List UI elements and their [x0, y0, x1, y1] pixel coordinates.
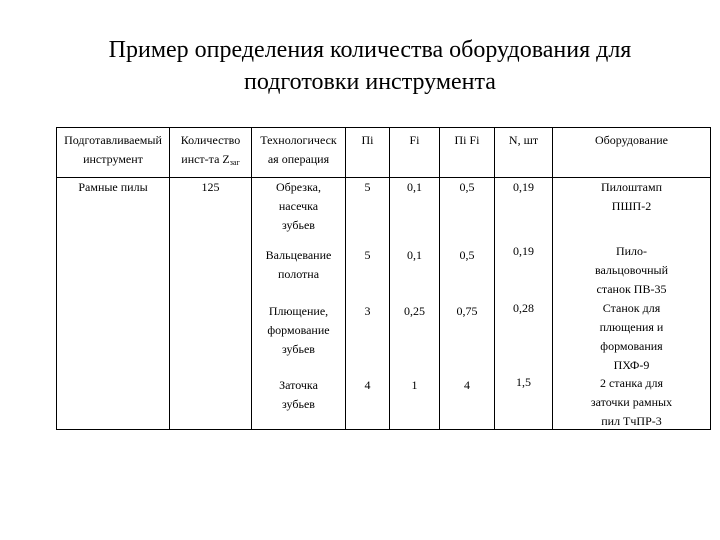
- body-row: [57, 178, 711, 430]
- header-row: [57, 128, 711, 178]
- equipment-3: [553, 299, 710, 375]
- fi-value-2: 0,1: [407, 248, 422, 262]
- header-tool-line2: инструмент: [83, 152, 143, 166]
- equipment-1: [553, 178, 710, 216]
- operation-1-line2: насечка: [278, 199, 319, 213]
- pifi-value-3: 0,75: [456, 304, 478, 318]
- count-cell: [170, 178, 252, 430]
- operation-3: [252, 302, 345, 359]
- pifi-cell: [440, 178, 495, 430]
- fi-cell: [390, 178, 440, 430]
- operation-2: [252, 246, 345, 284]
- title-line-2: подготовки инструмента: [244, 69, 496, 95]
- header-equipment: Оборудование: [553, 128, 711, 178]
- pifi-value-2: 0,5: [459, 248, 475, 262]
- tool-value: Рамные пилы: [78, 180, 148, 194]
- fi-value-1: 0,1: [407, 180, 422, 194]
- operation-3-line3: зубьев: [282, 342, 315, 356]
- header-count-line2: [170, 150, 251, 172]
- pifi-value-1: 0,5: [459, 180, 475, 194]
- equipment-2-line3: станок ПВ-35: [596, 282, 667, 296]
- operation-2-line2: полотна: [277, 267, 320, 281]
- equipment-table: [56, 127, 711, 430]
- header-fi: Fi: [390, 128, 440, 178]
- pi-cell: [346, 178, 390, 430]
- operation-1: [252, 178, 345, 235]
- tool-cell: [57, 178, 170, 430]
- equipment-2: [553, 242, 710, 299]
- equipment-3-line4: ПХФ-9: [613, 358, 650, 372]
- header-n: N, шт: [495, 128, 553, 178]
- header-pi: Пi: [346, 128, 390, 178]
- equipment-2-line1: Пило-: [615, 244, 648, 258]
- equipment-cell: [553, 178, 711, 430]
- operation-3-line2: формование: [267, 323, 330, 337]
- n-value-3: 0,28: [513, 301, 534, 315]
- pi-value-4: 4: [364, 378, 371, 392]
- equipment-3-line1: Станок для: [602, 301, 661, 315]
- count-value: 125: [201, 180, 220, 194]
- header-tool-line1: Подготавливаемый: [64, 133, 162, 147]
- header-operation-line2: ая операция: [267, 152, 330, 166]
- n-cell: [495, 178, 553, 430]
- operation-4-line2: зубьев: [282, 397, 315, 411]
- title-line-1: Пример определения количества оборудования для: [108, 37, 632, 63]
- pifi-value-4: 4: [464, 378, 470, 392]
- fi-value-3: 0,25: [404, 304, 425, 318]
- header-count-line1: Количество: [180, 133, 241, 147]
- equipment-4: [553, 374, 710, 431]
- pi-value-3: 3: [364, 304, 371, 318]
- equipment-2-line2: вальцовочный: [594, 263, 669, 277]
- header-count: [170, 128, 252, 178]
- n-value-1: 0,19: [513, 180, 534, 194]
- equipment-4-line2: заточки рамных: [590, 395, 673, 409]
- pi-value-1: 5: [364, 180, 371, 194]
- operations-cell: [252, 178, 346, 430]
- operation-4-line1: Заточка: [279, 378, 318, 392]
- equipment-1-line1: Пилоштамп: [600, 180, 663, 194]
- header-pifi: Пi Fi: [440, 128, 495, 178]
- equipment-3-line2: плющения и: [599, 320, 664, 334]
- operation-1-line3: зубьев: [282, 218, 315, 232]
- n-value-2: 0,19: [513, 244, 534, 258]
- equipment-3-line3: формования: [600, 339, 663, 353]
- slide-title: [60, 34, 680, 98]
- header-tool: [57, 128, 170, 178]
- operation-3-line1: Плющение,: [268, 304, 329, 318]
- pi-value-2: 5: [364, 248, 371, 262]
- operation-2-line1: Вальцевание: [265, 248, 332, 262]
- header-operation-line1: Технологическ: [260, 133, 337, 147]
- operation-1-line1: Обрезка,: [276, 180, 321, 194]
- equipment-1-line2: ПШП-2: [611, 199, 652, 213]
- fi-value-4: 1: [411, 378, 418, 392]
- n-value-4: 1,5: [516, 375, 531, 389]
- header-count-main: инст-та Z: [181, 152, 230, 166]
- header-count-subscript: заг: [229, 158, 240, 167]
- equipment-4-line1: 2 станка для: [599, 376, 664, 390]
- operation-4: [252, 376, 345, 414]
- equipment-4-line3: пил ТчПР-3: [601, 414, 662, 428]
- header-operation: [252, 128, 346, 178]
